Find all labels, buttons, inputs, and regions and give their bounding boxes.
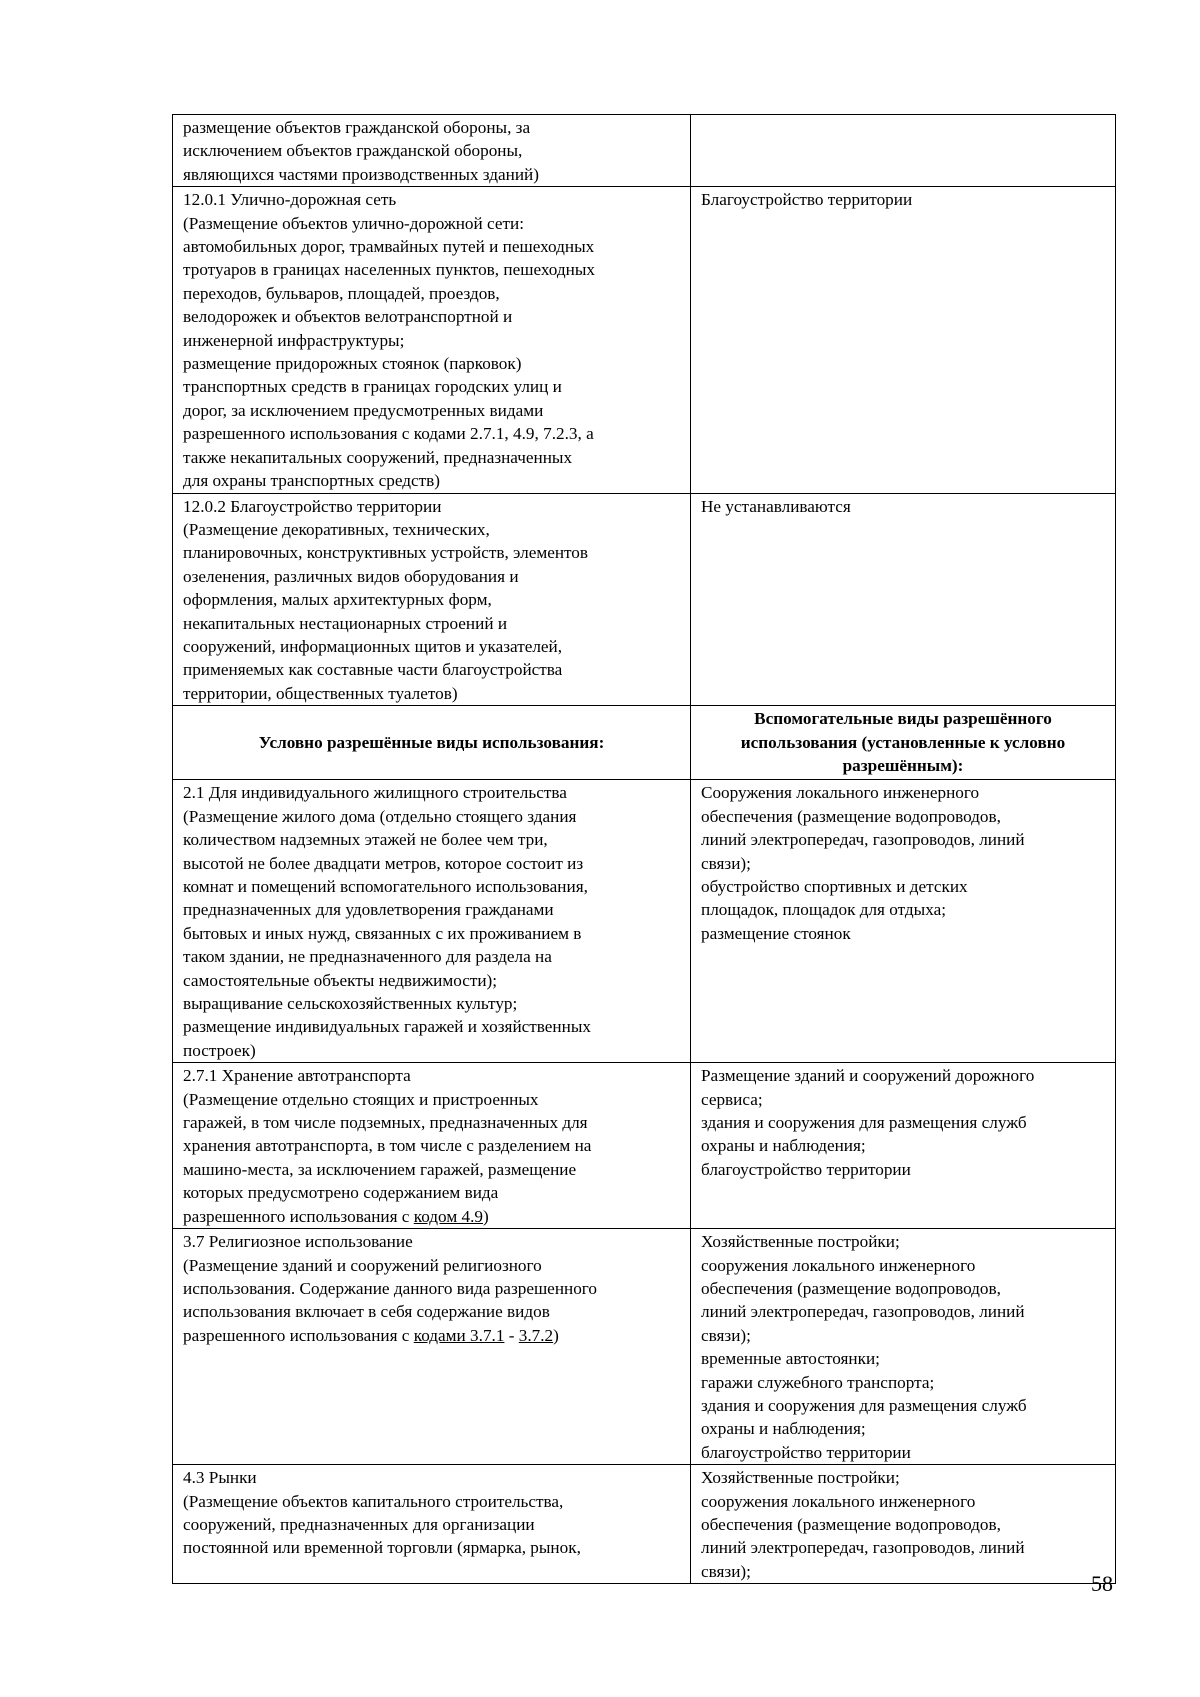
code-link-4-9[interactable]: кодом 4.9 xyxy=(413,1206,483,1226)
row-right-cell: Благоустройство территории xyxy=(691,187,1116,493)
row-left-cell: 4.3 Рынки (Размещение объектов капитального строительства, сооружений, предназначенных для организации постоянной или временной торговли (ярмарка, рынок, xyxy=(173,1465,691,1584)
page-number: 58 xyxy=(1091,1571,1113,1596)
row-right-cell: Хозяйственные постройки; сооружения локального инженерного обеспечения (размещение водопроводов, линий электропередач, газопроводов, линий связи); xyxy=(691,1465,1116,1584)
row-left-cell: 12.0.1 Улично-дорожная сеть (Размещение объектов улично-дорожной сети: автомобильных дорог, трамвайных путей и пешеходных тротуаров в границах населенных пунктов, пешеходных переходов, бульваров, площадей, проездов, велодорожек и объектов велотранспортной и инженерной инфраструктуры; размещение придорожных стоянок (парковок) транспортных средств в границах городских улиц и дорог, за исключением предусмотренных видами разрешенного использования с кодами 2.7.1, 4.9, 7.2.3, а также некапитальных сооружений, предназначенных для охраны транспортных средств) xyxy=(173,187,691,493)
code-link-3-7-2[interactable]: 3.7.2 xyxy=(518,1325,554,1345)
auxiliary-uses-header: Вспомогательные виды разрешённого использования (установленные к условно разрешённым): xyxy=(691,706,1116,780)
land-use-table xyxy=(172,114,1116,1584)
table-row xyxy=(173,1229,1116,1465)
row-right-cell xyxy=(691,115,1116,187)
row-left-cell: 2.1 Для индивидуального жилищного строительства (Размещение жилого дома (отдельно стоящего здания количеством надземных этажей не более чем три, высотой не более двадцати метров, которое состоит из комнат и помещений вспомогательного использования, предназначенных для удовлетворения гражданами бытовых и иных нужд, связанных с их проживанием в таком здании, не предназначенного для раздела на самостоятельные объекты недвижимости); выращивание сельскохозяйственных культур; размещение индивидуальных гаражей и хозяйственных построек) xyxy=(173,780,691,1063)
row-left-cell: размещение объектов гражданской обороны, за исключением объектов гражданской обороны, являющихся частями производственных зданий) xyxy=(173,115,691,187)
section-header-row xyxy=(173,706,1116,780)
row-left-cell: 3.7 Религиозное использование (Размещение зданий и сооружений религиозного использования. Содержание данного вида разрешенного использования включает в себя содержание видов разрешенного использования с кодами 3.7.1 - 3.7.2) xyxy=(173,1229,691,1465)
row-left-cell: 2.7.1 Хранение автотранспорта (Размещение отдельно стоящих и пристроенных гаражей, в том числе подземных, предназначенных для хранения автотранспорта, в том числе с разделением на машино-места, за исключением гаражей, размещение которых предусмотрено содержанием вида разрешенного использования с кодом 4.9) xyxy=(173,1063,691,1229)
row-right-cell: Размещение зданий и сооружений дорожного сервиса; здания и сооружения для размещения служб охраны и наблюдения; благоустройство территории xyxy=(691,1063,1116,1229)
conditional-uses-header: Условно разрешённые виды использования: xyxy=(173,706,691,780)
table-row xyxy=(173,187,1116,493)
table-row xyxy=(173,1063,1116,1229)
row-left-cell: 12.0.2 Благоустройство территории (Размещение декоративных, технических, планировочных, конструктивных устройств, элементов озеленения, различных видов оборудования и оформления, малых архитектурных форм, некапитальных нестационарных строений и сооружений, информационных щитов и указателей, применяемых как составные части благоустройства территории, общественных туалетов) xyxy=(173,493,691,706)
row-right-cell: Сооружения локального инженерного обеспечения (размещение водопроводов, линий электропередач, газопроводов, линий связи); обустройство спортивных и детских площадок, площадок для отдыха; размещение стоянок xyxy=(691,780,1116,1063)
row-right-cell: Не устанавливаются xyxy=(691,493,1116,706)
row-right-cell: Хозяйственные постройки; сооружения локального инженерного обеспечения (размещение водопроводов, линий электропередач, газопроводов, линий связи); временные автостоянки; гаражи служебного транспорта; здания и сооружения для размещения служб охраны и наблюдения; благоустройство территории xyxy=(691,1229,1116,1465)
table-row xyxy=(173,780,1116,1063)
table-row xyxy=(173,493,1116,706)
table-row xyxy=(173,115,1116,187)
table-row xyxy=(173,1465,1116,1584)
code-link-3-7-1[interactable]: кодами 3.7.1 xyxy=(413,1325,505,1345)
